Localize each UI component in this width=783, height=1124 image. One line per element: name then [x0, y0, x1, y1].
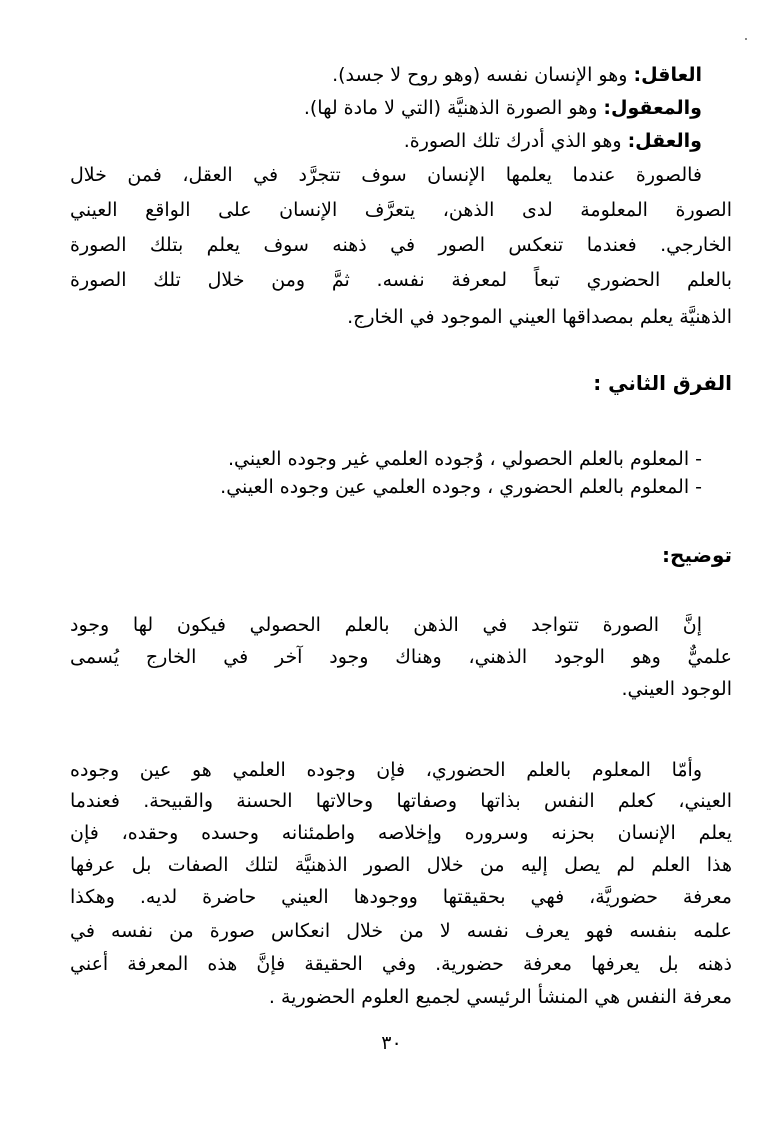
bullet-item: - المعلوم بالعلم الحضوري ، وجوده العلمي عين وجوده العيني.	[220, 476, 702, 498]
scan-speck	[745, 38, 747, 40]
paragraph-line: الصورة المعلومة لدى الذهن، يتعرَّف الإنسان على الواقع العيني	[70, 199, 732, 221]
paragraph-line: إنَّ الصورة تتواجد في الذهن بالعلم الحصولي فيكون لها وجود	[70, 614, 702, 636]
paragraph-line: العيني، كعلم النفس بذاتها وصفاتها وحالاتها الحسنة والقبيحة. فعندما	[70, 790, 732, 812]
term-label: والعقل:	[627, 130, 702, 152]
term-label: والمعقول:	[603, 97, 702, 119]
paragraph-line: هذا العلم لم يصل إليه من خلال الصور الذهنيَّة لتلك الصفات بل عرفها	[70, 854, 732, 876]
term-text: وهو الذي أدرك تلك الصورة.	[403, 130, 628, 152]
paragraph-line: فالصورة عندما يعلمها الإنسان سوف تتجرَّد في العقل، فمن خلال	[70, 164, 702, 186]
paragraph-line: معرفة حضوريَّة، فهي بحقيقتها ووجودها العيني حاضرة لديه. وهكذا	[70, 886, 732, 908]
paragraph-line: الوجود العيني.	[621, 678, 732, 700]
paragraph-line: بالعلم الحضوري تبعاً لمعرفة نفسه. ثمَّ ومن خلال تلك الصورة	[70, 269, 732, 291]
paragraph-line: علمه بنفسه فهو يعرف نفسه لا من خلال انعكاس صورة من نفسه في	[70, 920, 732, 942]
term-label: العاقل:	[633, 64, 702, 86]
term-text: وهو الصورة الذهنيَّة (التي لا مادة لها).	[303, 97, 604, 119]
section-heading: توضيح:	[662, 543, 732, 567]
paragraph-line: معرفة النفس هي المنشأ الرئيسي لجميع العلوم الحضورية .	[268, 986, 732, 1008]
paragraph-line: ذهنه بل يعرفها معرفة حضورية. وفي الحقيقة فإنَّ هذه المعرفة أعني	[70, 953, 732, 975]
definition-aqil	[70, 60, 732, 90]
page-number: ٣٠	[381, 1032, 402, 1054]
definition-maqul	[70, 93, 732, 123]
paragraph-line: وأمّا المعلوم بالعلم الحضوري، فإن وجوده العلمي هو عين وجوده	[70, 759, 702, 781]
definition-aql	[70, 126, 732, 156]
paragraph-line: يعلم الإنسان بحزنه وسروره وإخلاصه واطمئنانه وحسده وحقده، فإن	[70, 822, 732, 844]
section-heading: الفرق الثاني :	[593, 371, 732, 395]
bullet-item: - المعلوم بالعلم الحصولي ، وُجوده العلمي غير وجوده العيني.	[227, 448, 702, 470]
paragraph-line: الخارجي. فعندما تنعكس الصور في ذهنه سوف يعلم بتلك الصورة	[70, 234, 732, 256]
term-text: وهو الإنسان نفسه (وهو روح لا جسد).	[332, 64, 634, 86]
paragraph-line: الذهنيَّة يعلم بمصداقها العيني الموجود في الخارج.	[347, 306, 732, 328]
paragraph-line: علميٌّ وهو الوجود الذهني، وهناك وجود آخر في الخارج يُسمى	[70, 646, 732, 668]
